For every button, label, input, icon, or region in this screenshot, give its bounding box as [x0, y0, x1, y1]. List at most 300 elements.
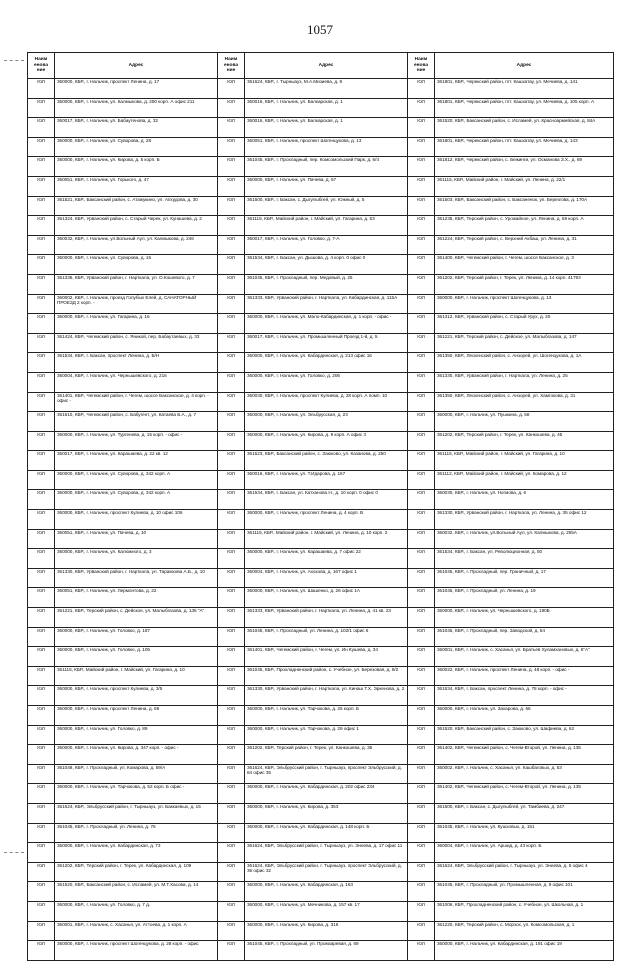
entity-type-cell: ЮЛ: [408, 392, 435, 412]
entity-type-cell: ЮЛ: [28, 157, 55, 177]
address-cell: 360000, КБР., г. Нальчик, ул. Калмыкова, д. 250 корп. А офис 211: [55, 98, 218, 118]
table-row: [28, 235, 614, 255]
entity-type-cell: ЮЛ: [218, 470, 245, 490]
address-cell: 360000, КБР., г. Нальчик, ул. Пушкина, д. 58: [435, 412, 614, 432]
address-cell: 361330, КБР., Урванский район, г. Нарткала, ул. Кинаш Т.Х. Эркенова, д. 2: [245, 686, 408, 706]
entity-type-cell: ЮЛ: [28, 392, 55, 412]
table-row: [28, 451, 614, 471]
table-row: [28, 118, 614, 138]
address-cell: 361500, КБР., г. Баксан, с. Дыгулыбгей, ул. Южный, д. 5: [245, 196, 408, 216]
table-row: [28, 137, 614, 157]
column-header-name: Наим енова ние: [28, 53, 55, 79]
column-header-address: Адрес: [435, 53, 614, 79]
address-cell: 360016, КБР., г. Нальчик, ул. Т.Идарова, д. 167: [245, 470, 408, 490]
address-cell: 361221, КБР., Терский район, с. Дейское, ул. Малыбгазова, д. 135 "А": [55, 608, 218, 628]
address-cell: 361534, КБР., г. Баксан, ул. Дышова, д. 4 корп. 0 офис 0: [245, 255, 408, 275]
address-cell: 360000, КБР., г. Нальчик, ул. Кабардинская, д. 202 офис 234: [245, 784, 408, 804]
table-row: [28, 392, 614, 412]
address-cell: 360000, КБР., г. Нальчик, ул. Головко, д. 105: [55, 647, 218, 667]
entity-type-cell: ЮЛ: [408, 627, 435, 647]
table-row: [28, 79, 614, 99]
entity-type-cell: ЮЛ: [218, 549, 245, 569]
address-cell: 361333, КБР., Урванский район, г. Нарткала, ул. Кабардинская, д. 115А: [245, 294, 408, 314]
address-cell: 360000, КБР., г. Нальчик, ул. Суворова, д. 342 корп. А: [55, 490, 218, 510]
address-cell: 361045, КБР., г. Прохладный, пер. Комсомольский Парк, д. 6/4: [245, 157, 408, 177]
table-row: [28, 274, 614, 294]
entity-type-cell: ЮЛ: [28, 529, 55, 549]
entity-type-cell: ЮЛ: [408, 176, 435, 196]
table-row: [28, 745, 614, 765]
table-row: [28, 686, 614, 706]
address-cell: 360000, КБР., г. Нальчик, проспект Шогенцукова, д. 28 корп. - офис: [55, 941, 218, 961]
table-row: [28, 412, 614, 432]
entity-type-cell: ЮЛ: [218, 196, 245, 216]
entity-type-cell: ЮЛ: [218, 608, 245, 628]
entity-type-cell: ЮЛ: [408, 490, 435, 510]
entity-type-cell: ЮЛ: [28, 745, 55, 765]
entity-type-cell: ЮЛ: [28, 274, 55, 294]
address-cell: 361235, КБР., Терский район, с. Урожайное, ул. Ленина, д. 59 корп. А: [435, 216, 614, 236]
address-cell: 361401, КБР., Чегемский район, г. Чегем, ул. Ин Кушева, д. 34: [245, 647, 408, 667]
address-cell: 361520, КБР., Баксанский район, с. Заюково, ул. Шафиева, д. 62: [435, 725, 614, 745]
entity-type-cell: ЮЛ: [28, 176, 55, 196]
entity-type-cell: ЮЛ: [408, 510, 435, 530]
entity-type-cell: ЮЛ: [408, 686, 435, 706]
table-row: [28, 196, 614, 216]
address-cell: 360000, КБР., г. Нальчик, ул. Кирова, д. 5 корп. Б: [55, 157, 218, 177]
address-cell: 361115, КБР., Майский район, г. Майский, ул. Ленина, д. 22/1: [435, 176, 614, 196]
entity-type-cell: ЮЛ: [408, 901, 435, 921]
address-cell: 361220, КБР., Терский район, с. Морзох, ул. Комсомольская, д. 1: [435, 921, 614, 941]
entity-type-cell: ЮЛ: [28, 470, 55, 490]
entity-type-cell: ЮЛ: [28, 412, 55, 432]
address-cell: 361521, КБР., Баксанский район, с. Атажукино, ул. Апхудова, д. 30: [55, 196, 218, 216]
entity-type-cell: ЮЛ: [408, 764, 435, 784]
address-cell: 360000, КБР., г. Нальчик, ул. Суворова, д. 28: [55, 137, 218, 157]
address-cell: 360000, КБР., г. Нальчик, ул. Кабардинская, д. 163: [245, 882, 408, 902]
address-cell: 360002, КБР., г. Нальчик, с. Хасанья, ул. Кашбаговых, д. 53: [435, 764, 614, 784]
address-cell: 360000, КБР., г. Нальчик, ул. Захарова, д. 66: [435, 706, 614, 726]
address-cell: 361624, КБР., Эльбрусский район, г. Тырныауз, проспект Эльбрусский, д. 35 офис 32: [245, 862, 408, 882]
entity-type-cell: ЮЛ: [28, 137, 55, 157]
address-cell: 361801, КБР., Черекский район, пгт. Кашхатау, ул. Мечиева, д. 105 корп. А: [435, 98, 614, 118]
entity-type-cell: ЮЛ: [218, 490, 245, 510]
address-cell: 361202, КБР., Терский район, г. Терек, ул. Канкошева, д. 35: [245, 745, 408, 765]
table-row: [28, 588, 614, 608]
table-row: [28, 921, 614, 941]
address-cell: 360000, КБР., г. Нальчик, проспект Ленина, д. 4 корп. В: [245, 510, 408, 530]
entity-type-cell: ЮЛ: [218, 627, 245, 647]
entity-type-cell: ЮЛ: [28, 255, 55, 275]
address-cell: 360017, КБР., г. Нальчик, ул. Головко, д. 7-А: [245, 235, 408, 255]
entity-type-cell: ЮЛ: [28, 118, 55, 138]
address-cell: 360000, КБР., г. Нальчик, ул. Кирова, д. 353: [245, 803, 408, 823]
address-cell: 360000, КБР., г. Нальчик, ул. Кабардинская, д. 73: [55, 843, 218, 863]
address-cell: 360001, КБР., г. Нальчик, с. Хасанья, ул. Аттоева, д. 1 корп. А: [55, 921, 218, 941]
table-row: [28, 157, 614, 177]
entity-type-cell: ЮЛ: [28, 627, 55, 647]
table-row: [28, 549, 614, 569]
address-cell: 361534, КБР., г. Баксан, ул. Катханова Н., д. 10 корп. 0 офис 0: [245, 490, 408, 510]
entity-type-cell: ЮЛ: [408, 196, 435, 216]
entity-type-cell: ЮЛ: [408, 568, 435, 588]
address-cell: 361801, КБР., Черекский район, пгт. Кашхатау, ул. Мечиева, д. 143: [435, 137, 614, 157]
address-cell: 361221, КБР., Терский район, с. Дейское, ул. Малыбгазова, д. 147: [435, 333, 614, 353]
table-row: [28, 901, 614, 921]
entity-type-cell: ЮЛ: [218, 823, 245, 843]
entity-type-cell: ЮЛ: [218, 118, 245, 138]
entity-type-cell: ЮЛ: [218, 921, 245, 941]
entity-type-cell: ЮЛ: [408, 823, 435, 843]
entity-type-cell: ЮЛ: [408, 862, 435, 882]
entity-type-cell: ЮЛ: [218, 274, 245, 294]
entity-type-cell: ЮЛ: [408, 157, 435, 177]
table-row: [28, 882, 614, 902]
entity-type-cell: ЮЛ: [218, 803, 245, 823]
entity-type-cell: ЮЛ: [218, 764, 245, 784]
address-cell: 361812, КБР., Черекский район, с. Бежинги, ул. Османова З.Х., д. 69: [435, 157, 614, 177]
table-row: [28, 764, 614, 784]
address-cell: 360000, КБР., г. Нальчик, проспект Ленина, д. 17: [55, 79, 218, 99]
table-row: [28, 294, 614, 314]
entity-type-cell: ЮЛ: [218, 372, 245, 392]
entity-type-cell: ЮЛ: [28, 510, 55, 530]
address-cell: 361330, КБР., Урванский район, г. Нарткала, ул. Ленина, д. 35 офис 12: [435, 510, 614, 530]
entity-type-cell: ЮЛ: [218, 666, 245, 686]
address-cell: 361202, КБР., Терский район, г. Терек, ул. Канкошева, д. 45: [435, 431, 614, 451]
registry-table: [27, 52, 614, 961]
entity-type-cell: ЮЛ: [408, 529, 435, 549]
address-cell: 361045, КБР., г. Прохладный, пер. Медовый, д. 25: [245, 274, 408, 294]
entity-type-cell: ЮЛ: [28, 98, 55, 118]
address-cell: 361333, КБР., Урванский район, г. Нарткала, ул. Ленина, д. 41 кв. 23: [245, 608, 408, 628]
entity-type-cell: ЮЛ: [408, 137, 435, 157]
address-cell: 360000, КБР., г. Нальчик, ул. Калюжного, д. 3: [55, 549, 218, 569]
page-number: 1057: [307, 22, 333, 37]
table-row: [28, 431, 614, 451]
entity-type-cell: ЮЛ: [408, 725, 435, 745]
entity-type-cell: ЮЛ: [408, 431, 435, 451]
address-cell: 360022, КБР., г. Нальчик, проспект Ленина, д. 48 корп. - офис -: [435, 666, 614, 686]
address-cell: 361045, КБР., г. Прохладный, ул. Ленина, д. 76: [55, 823, 218, 843]
entity-type-cell: ЮЛ: [218, 882, 245, 902]
entity-type-cell: ЮЛ: [28, 706, 55, 726]
entity-type-cell: ЮЛ: [408, 803, 435, 823]
address-cell: 361045, КБР., г. Прохладный, пер. Заводской, д. 54: [435, 627, 614, 647]
entity-type-cell: ЮЛ: [408, 470, 435, 490]
entity-type-cell: ЮЛ: [218, 412, 245, 432]
address-cell: 360030, КБР., г. Нальчик, ул. Ногмова, д. 6: [435, 490, 614, 510]
address-cell: 361115, КБР., Майский район, г. Майский, ул. Гагарина, д. 10: [435, 451, 614, 471]
address-cell: 361400, КБР., Чегемский район, г. Чегем, шоссе Баксанское, д. 3: [435, 255, 614, 275]
entity-type-cell: ЮЛ: [408, 706, 435, 726]
entity-type-cell: ЮЛ: [28, 921, 55, 941]
address-cell: 361224, КБР., Терский район, с. Верхний Акбаш, ул. Ленина, д. 31: [435, 235, 614, 255]
address-cell: 360000, КБР., г. Нальчик, ул. Пачева, д. 57: [245, 176, 408, 196]
address-cell: 361045, КБР., г. Прохладный, ул. Промзаревая, д. 69: [245, 941, 408, 961]
table-row: [28, 647, 614, 667]
address-cell: 361330, КБР., Урванский район, г. Нарткала, ул. Тарамхова А.Б., д. 10: [55, 568, 218, 588]
address-cell: 360000, КБР., г. Нальчик, ул. Кабардинская, д. 148 корп. Б: [245, 823, 408, 843]
table-row: [28, 862, 614, 882]
entity-type-cell: ЮЛ: [218, 647, 245, 667]
entity-type-cell: ЮЛ: [218, 255, 245, 275]
address-cell: 361115, КБР., Майский район, г. Майский, ул. Гагарина, д. 53: [245, 216, 408, 236]
address-cell: 360000, КБР., г. Нальчик, ул. Кирова, д. 347 корп. - офис -: [55, 745, 218, 765]
address-cell: 360051, КБР., г. Нальчик, проспект Шогенцукова, д. 13: [245, 137, 408, 157]
entity-type-cell: ЮЛ: [28, 79, 55, 99]
entity-type-cell: ЮЛ: [28, 314, 55, 334]
entity-type-cell: ЮЛ: [408, 274, 435, 294]
table-row: [28, 470, 614, 490]
margin-mark-top: [4, 60, 24, 61]
entity-type-cell: ЮЛ: [28, 764, 55, 784]
entity-type-cell: ЮЛ: [28, 803, 55, 823]
table-row: [28, 314, 614, 334]
address-cell: 360016, КБР., г. Нальчик, ул. Балкарская, д. 1: [245, 118, 408, 138]
entity-type-cell: ЮЛ: [218, 176, 245, 196]
address-cell: 361534, КБР., г. Баксан, проспект Ленина, д. Б/Н: [55, 353, 218, 373]
entity-type-cell: ЮЛ: [28, 941, 55, 961]
entity-type-cell: ЮЛ: [408, 451, 435, 471]
address-cell: 361424, КБР., Чегемский район, с. Яникой, пер. Бабаутаевых, д. 33: [55, 333, 218, 353]
address-cell: 361324, КБР., Урванский район, с. Старый Черек, ул. Кунашева, д. 2: [55, 216, 218, 236]
entity-type-cell: ЮЛ: [218, 79, 245, 99]
address-cell: 360000, КБР., г. Нальчик, ул. Гагарина, д. 16: [55, 314, 218, 334]
entity-type-cell: ЮЛ: [218, 862, 245, 882]
entity-type-cell: ЮЛ: [218, 431, 245, 451]
address-cell: 360000, КБР., г. Нальчик, ул. Кабардинская, д. 213 офис 16: [245, 353, 408, 373]
entity-type-cell: ЮЛ: [218, 686, 245, 706]
address-cell: 361006, КБР., Прохладненский район, с. Учебное, ул. Школьная, д. 1: [435, 901, 614, 921]
header-row: [28, 53, 614, 79]
entity-type-cell: ЮЛ: [28, 431, 55, 451]
entity-type-cell: ЮЛ: [408, 941, 435, 961]
table-row: [28, 176, 614, 196]
entity-type-cell: ЮЛ: [408, 216, 435, 236]
entity-type-cell: ЮЛ: [28, 490, 55, 510]
address-cell: 360051, КБР., г. Нальчик, ул. Горького, д. 47: [55, 176, 218, 196]
address-cell: 361045, КБР., г. Нальчик, ул. Кушховых, д. 151: [435, 823, 614, 843]
address-cell: 360004, КБР., г. Нальчик, ул. Чернышевского, д. 216: [55, 372, 218, 392]
table-row: [28, 353, 614, 373]
entity-type-cell: ЮЛ: [218, 216, 245, 236]
address-cell: 361402, КБР., Чегемский район, с. Чегем-Второй, ул. Ленина, д. 135: [435, 784, 614, 804]
address-cell: 360000, КБР., г. Нальчик, ул. Головко, д. 7 д.: [55, 901, 218, 921]
address-cell: 360000, КБР., г. Нальчик, ул. Мало-Кабардинская, д. 1 корп. - офис -: [245, 314, 408, 334]
entity-type-cell: ЮЛ: [218, 98, 245, 118]
table-row: [28, 941, 614, 961]
entity-type-cell: ЮЛ: [28, 372, 55, 392]
address-cell: 361330, КБР., Урванский район, г. Нарткала, ул. Ленина, д. 25: [435, 372, 614, 392]
address-cell: 360000, КБР., г. Нальчик, проспект Кулиева, д. 3/5: [55, 686, 218, 706]
entity-type-cell: ЮЛ: [218, 725, 245, 745]
column-header-name: Наим енова ние: [408, 53, 435, 79]
address-cell: 361534, КБР., г. Баксан, проспект Ленина, д. 78 корп. - офис -: [435, 686, 614, 706]
entity-type-cell: ЮЛ: [28, 882, 55, 902]
address-cell: 360017, КБР., г. Нальчик, ул. Карашаева, д. 22 кв. 12: [55, 451, 218, 471]
address-cell: 361350, КБР., Лескенский район, с. Анзорей, ул. Шогенцукова, д. 1А: [435, 353, 614, 373]
entity-type-cell: ЮЛ: [28, 686, 55, 706]
entity-type-cell: ЮЛ: [218, 510, 245, 530]
column-header-address: Адрес: [245, 53, 408, 79]
address-cell: 360000, КБР., г. Нальчик, ул. Эльбрусская, д. 23: [245, 412, 408, 432]
address-cell: 361624, КБР., Эльбрусский район, г. Тырныауз, ул. Энеева, д. 5 офис 4: [435, 862, 614, 882]
entity-type-cell: ЮЛ: [408, 353, 435, 373]
entity-type-cell: ЮЛ: [218, 235, 245, 255]
table-row: [28, 784, 614, 804]
address-cell: 361115, КБР., Майский район, г. Майский, ул. Гагарина, д. 10: [55, 666, 218, 686]
entity-type-cell: ЮЛ: [408, 372, 435, 392]
address-cell: 361045, КБР., г. Прохладный, ул. Промышленная, д. 9 офис 101: [435, 882, 614, 902]
address-cell: 361624, КБР., Эльбрусский район, г. Тырныауз, ул. Энеева, д. 17 офис 11: [245, 843, 408, 863]
entity-type-cell: ЮЛ: [218, 568, 245, 588]
address-cell: 361115, КБР., Майский район, г. Майский, ул. Ленина, д. 10 корп. 2: [245, 529, 408, 549]
entity-type-cell: ЮЛ: [218, 784, 245, 804]
table-row: [28, 666, 614, 686]
entity-type-cell: ЮЛ: [28, 235, 55, 255]
entity-type-cell: ЮЛ: [408, 79, 435, 99]
table-row: [28, 98, 614, 118]
entity-type-cell: ЮЛ: [408, 784, 435, 804]
address-cell: 361534, КБР., г. Баксан, ул. Революционная, д. 50: [435, 549, 614, 569]
column-header-address: Адрес: [55, 53, 218, 79]
address-cell: 360002, КБР., г. Нальчик, проезд Голубых Елей, д. САНАТОРНЫЙ ПРОЕЗД 2 корп. -: [55, 294, 218, 314]
address-cell: 361045, КБР., г. Прохладный, пер. Граничный, д. 17: [435, 568, 614, 588]
entity-type-cell: ЮЛ: [408, 235, 435, 255]
entity-type-cell: ЮЛ: [28, 451, 55, 471]
entity-type-cell: ЮЛ: [408, 314, 435, 334]
address-cell: 361401, КБР., Чегемский район, г. Чегем, шоссе Баксанское, д. 4 корп. - офис -: [55, 392, 218, 412]
address-cell: 360000, КБР., г. Нальчик, ул. Чернышевского, д. 190Б: [435, 608, 614, 628]
entity-type-cell: ЮЛ: [218, 137, 245, 157]
address-cell: 360000, КБР., г. Нальчик, ул. Головко, д. 206: [245, 372, 408, 392]
address-cell: 360016, КБР., г. Нальчик, ул. Балкарская, д. 1: [245, 98, 408, 118]
entity-type-cell: ЮЛ: [28, 568, 55, 588]
entity-type-cell: ЮЛ: [408, 588, 435, 608]
entity-type-cell: ЮЛ: [218, 392, 245, 412]
entity-type-cell: ЮЛ: [28, 647, 55, 667]
address-cell: 361048, КБР., г. Прохладный, ул. Комарова, д. 59/А: [55, 764, 218, 784]
entity-type-cell: ЮЛ: [408, 647, 435, 667]
address-cell: 360000, КБР., г. Нальчик, ул. Головко, д. 89: [55, 725, 218, 745]
entity-type-cell: ЮЛ: [218, 529, 245, 549]
address-cell: 361045, КБР., г. Прохладный, ул. Ленина, д. 19: [435, 588, 614, 608]
table-row: [28, 372, 614, 392]
address-cell: 360000, КБР., г. Нальчик, проспект Кулиева, д. 10 офис 106: [55, 510, 218, 530]
margin-mark-bottom: [4, 852, 24, 853]
table-row: [28, 216, 614, 236]
entity-type-cell: ЮЛ: [28, 294, 55, 314]
entity-type-cell: ЮЛ: [218, 706, 245, 726]
address-cell: 360000, КБР., г. Нальчик, ул. Мечникова, д. 157 кв. 17: [245, 901, 408, 921]
address-cell: 360000, КБР., г. Нальчик, ул. Тарчокова, д. 52 корп. Б офис -: [55, 784, 218, 804]
registry-table-body: [28, 79, 614, 961]
table-row: [28, 568, 614, 588]
address-cell: 360001, КБР., г. Нальчик, с. Хасанья, ул. Братьев Хуламхановых, д. 6"А": [435, 647, 614, 667]
address-cell: 361202, КБР., Терский район, г. Терек, ул. Ленина, д. 14 корп. 41793: [435, 274, 614, 294]
address-cell: 360000, КБР., г. Нальчик, проспект Шогенцукова, д. 13: [435, 294, 614, 314]
address-cell: 361202, КБР., Терский район, г. Терек, ул. Кабардинская, д. 109: [55, 862, 218, 882]
entity-type-cell: ЮЛ: [218, 588, 245, 608]
entity-type-cell: ЮЛ: [28, 353, 55, 373]
entity-type-cell: ЮЛ: [28, 549, 55, 569]
entity-type-cell: ЮЛ: [28, 333, 55, 353]
address-cell: 361312, КБР., Урванский район, с. Старый Урух, д. 20: [435, 314, 614, 334]
entity-type-cell: ЮЛ: [218, 314, 245, 334]
address-cell: 360000, КБР., г. Нальчик, ул. Кирова, д. 9 корп. А офис 3: [245, 431, 408, 451]
address-cell: 361336, КБР., Урванский район, г. Нарткала, ул. О.Кошевого, д. 7: [55, 274, 218, 294]
entity-type-cell: ЮЛ: [408, 921, 435, 941]
address-cell: 360017, КБР., г. Нальчик, ул. Бабаутенова, д. 32: [55, 118, 218, 138]
entity-type-cell: ЮЛ: [218, 157, 245, 177]
entity-type-cell: ЮЛ: [408, 118, 435, 138]
table-row: [28, 706, 614, 726]
address-cell: 361350, КБР., Лескенский район, с. Анзорей, ул. Хамгокова, д. 31: [435, 392, 614, 412]
table-row: [28, 803, 614, 823]
table-row: [28, 510, 614, 530]
address-cell: 361402, КБР., Чегемский район, с. Чегем-Второй, ул. Ленина, д. 135: [435, 745, 614, 765]
table-row: [28, 255, 614, 275]
entity-type-cell: ЮЛ: [408, 98, 435, 118]
entity-type-cell: ЮЛ: [28, 666, 55, 686]
entity-type-cell: ЮЛ: [408, 333, 435, 353]
entity-type-cell: ЮЛ: [218, 843, 245, 863]
address-cell: 360000, КБР., г. Нальчик, ул. Тарчокова, д. 29 офис 1: [245, 725, 408, 745]
address-cell: 361624, КБР., г. Тырныауз, М.А.Мизиева, д. 9: [245, 79, 408, 99]
entity-type-cell: ЮЛ: [218, 901, 245, 921]
entity-type-cell: ЮЛ: [28, 196, 55, 216]
table-row: [28, 823, 614, 843]
entity-type-cell: ЮЛ: [408, 412, 435, 432]
entity-type-cell: ЮЛ: [408, 549, 435, 569]
entity-type-cell: ЮЛ: [408, 294, 435, 314]
entity-type-cell: ЮЛ: [28, 216, 55, 236]
address-cell: 360000, КБР., г. Нальчик, ул. Тарчокова, д. 25 корп. Б: [245, 706, 408, 726]
address-cell: 361112, КБР., Майский район, г. Майский, ул. Комарова, д. 12: [435, 470, 614, 490]
entity-type-cell: ЮЛ: [218, 294, 245, 314]
address-cell: 361520, КБР., Баксанский район, с. Исламей, ул. М.Т.Хасова, д. 14: [55, 882, 218, 902]
entity-type-cell: ЮЛ: [408, 666, 435, 686]
entity-type-cell: ЮЛ: [28, 725, 55, 745]
address-cell: 360000, КБР., г. Нальчик, ул. Тургенева, д. 15 корп. - офис -: [55, 431, 218, 451]
address-cell: 360000, КБР., г. Нальчик, ул. Кирова, д. 316: [245, 921, 408, 941]
address-cell: 360032, КБР., г. Нальчик, ул.Вольный Аул, ул. Калмыкова, д. 246: [55, 235, 218, 255]
address-cell: 360000, КБР., г. Нальчик, ул. Шашенко, д. 26 офис 1А: [245, 588, 408, 608]
entity-type-cell: ЮЛ: [218, 451, 245, 471]
table-row: [28, 608, 614, 628]
table-row: [28, 333, 614, 353]
entity-type-cell: ЮЛ: [408, 745, 435, 765]
entity-type-cell: ЮЛ: [218, 353, 245, 373]
entity-type-cell: ЮЛ: [28, 608, 55, 628]
table-row: [28, 843, 614, 863]
address-cell: 361610, КБР., Чегемский район, с. Бабугент, ул. Катаева Б.А., д. 7: [55, 412, 218, 432]
address-cell: 360000, КБР., г. Нальчик, ул. Карашаева, д. 7 офис 22: [245, 549, 408, 569]
address-cell: 360030, КБР., г. Нальчик, проспект Кулиева, д. 28 корп. А помп. 10: [245, 392, 408, 412]
table-row: [28, 627, 614, 647]
address-cell: 361503, КБР., Баксанский район, с. Баксаненок, ул. Березгова, д. 170А: [435, 196, 614, 216]
entity-type-cell: ЮЛ: [408, 255, 435, 275]
address-cell: 360032, КБР., г. Нальчик, ул.Вольный Аул, ул. Калмыкова, д. 255А: [435, 529, 614, 549]
address-cell: 361500, КБР., г. Баксан, с. Дыгулыбгей, ул. Тамбиева, д. 247: [435, 803, 614, 823]
address-cell: 361624, КБР., Эльбрусский район, г. Тырныауз, ул. Баккаевых, д. 15: [55, 803, 218, 823]
entity-type-cell: ЮЛ: [28, 784, 55, 804]
entity-type-cell: ЮЛ: [408, 608, 435, 628]
column-header-name: Наим енова ние: [218, 53, 245, 79]
entity-type-cell: ЮЛ: [28, 823, 55, 843]
entity-type-cell: ЮЛ: [28, 901, 55, 921]
